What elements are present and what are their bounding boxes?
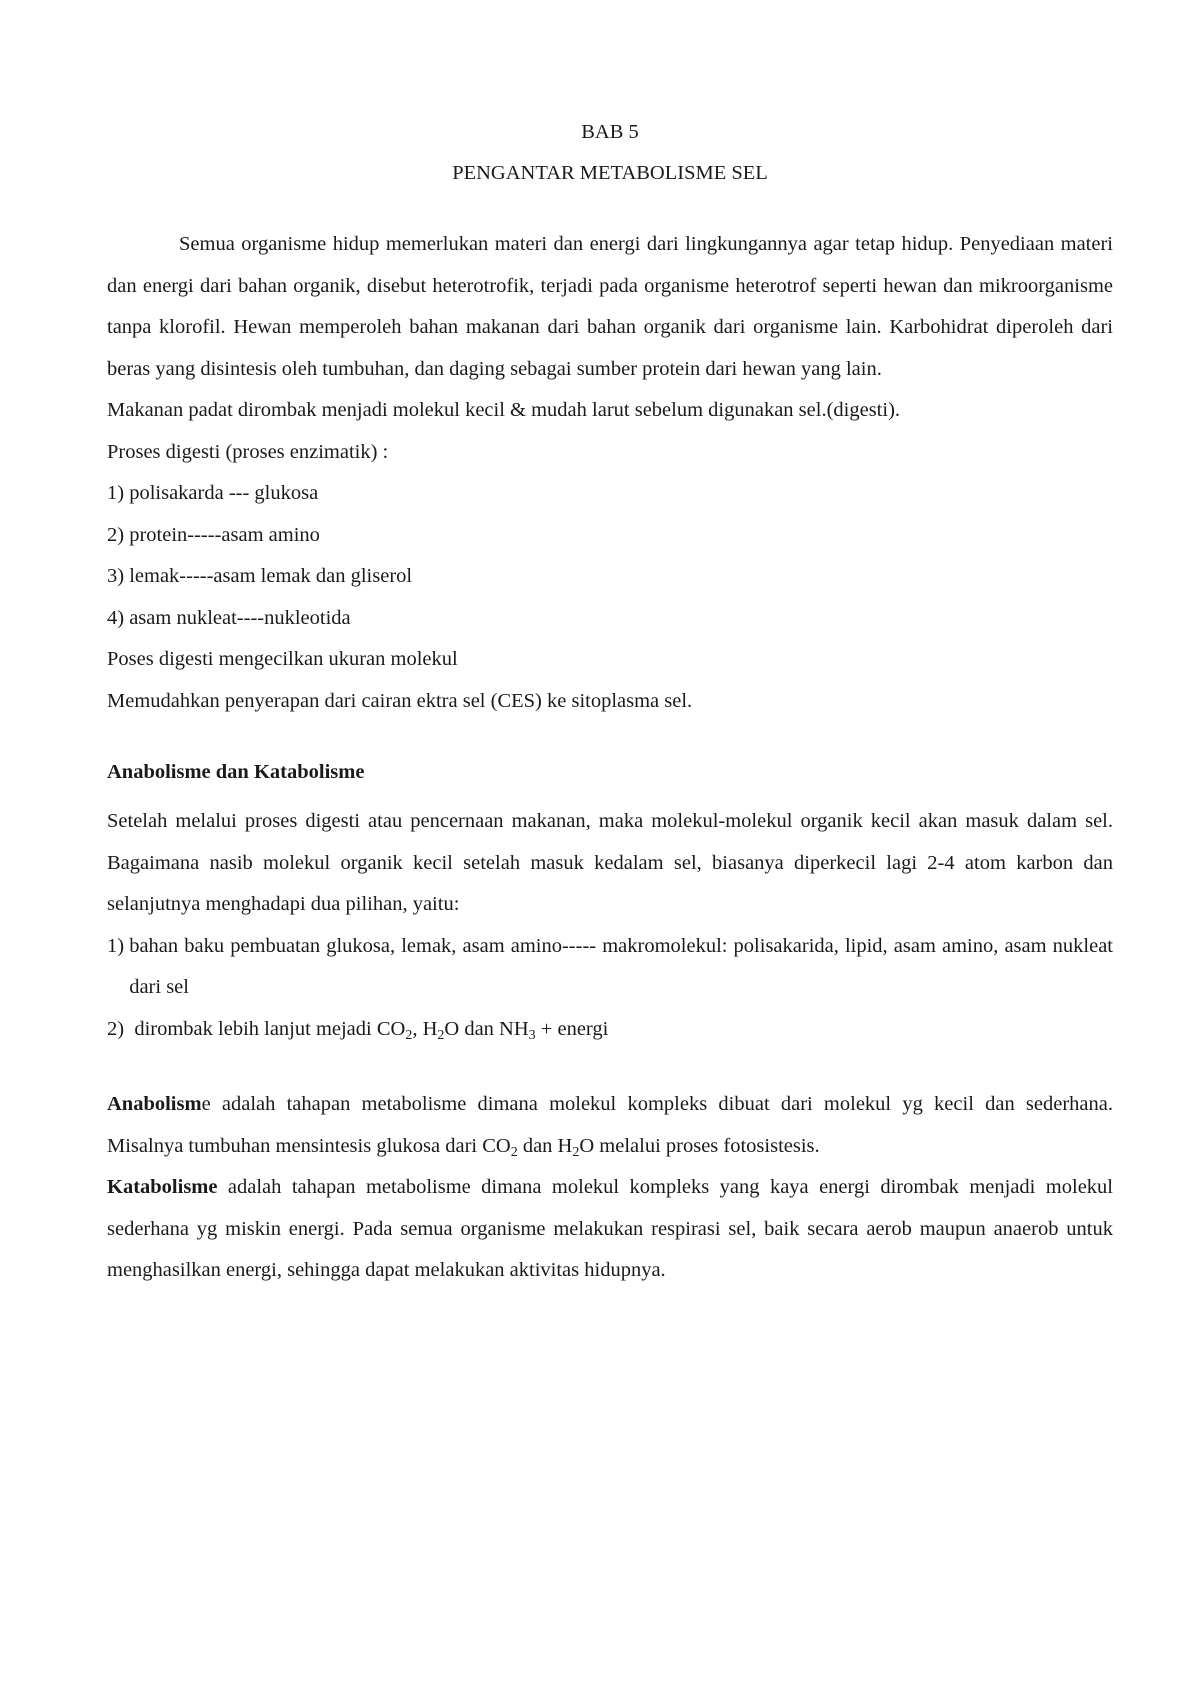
digest-sentence: Makanan padat dirombak menjadi molekul kecil & mudah larut sebelum digunakan sel.(digesti). (107, 399, 901, 421)
option-number: 2) (107, 1017, 135, 1040)
spacer (107, 793, 1113, 801)
chapter-title: PENGANTAR METABOLISME SEL (452, 162, 768, 184)
option-text: , H (412, 1017, 438, 1040)
definition-text: e adalah tahapan metabolisme dimana molekul kompleks dibuat dari molekul yg kecil dan sederhana. Misalnya tumbuhan mensintesis glukosa dari CO (107, 1093, 1113, 1157)
option-item-2 (107, 1009, 1113, 1051)
term-katabolisme: Katabolisme (107, 1176, 218, 1198)
subscript: 3 (528, 1027, 536, 1043)
definition-text: O melalui proses fotosistesis. (579, 1134, 820, 1157)
definition-text: adalah tahapan metabolisme dimana molekul kompleks yang kaya energi dirombak menjadi molekul sederhana yg miskin energi. Pada semua organisme melakukan respirasi sel, baik secara aerob maupun anaerob untuk menghasilkan energi, sehingga dapat melakukan aktivitas hidupnya. (107, 1176, 1113, 1281)
subscript: 2 (572, 1144, 580, 1160)
katabolisme-definition (107, 1167, 1113, 1292)
subscript: 2 (405, 1027, 413, 1043)
intro-paragraph: Semua organisme hidup memerlukan materi dan energi dari lingkungannya agar tetap hidup. Penyediaan materi dan energi dari bahan organik, disebut heterotrofik, terjadi pada organisme heterotrof seperti hewan dan mikroorganisme tanpa klorofil. Hewan memperoleh bahan makanan dari bahan organik dari organisme lain. Karbohidrat diperoleh dari beras yang disintesis oleh tumbuhan, dan daging sebagai sumber protein dari hewan yang lain. (107, 233, 1113, 380)
list-item: 1) polisakarda --- glukosa (107, 482, 319, 504)
document-content (107, 112, 1113, 1292)
anabolisme-definition (107, 1084, 1113, 1167)
note-line: Memudahkan penyerapan dari cairan ektra sel (CES) ke sitoplasma sel. (107, 689, 693, 712)
term-anabolisme: Anabolism (107, 1093, 202, 1115)
list-item: 4) asam nukleat----nukleotida (107, 606, 351, 629)
option-item-1 (107, 926, 1113, 1009)
chapter-label: BAB 5 (581, 121, 639, 143)
spacer (107, 1050, 1113, 1080)
section-heading: Anabolisme dan Katabolisme (107, 761, 365, 783)
section-paragraph: Setelah melalui proses digesti atau pencernaan makanan, maka molekul-molekul organik kecil akan masuk dalam sel. Bagaimana nasib molekul organik kecil setelah masuk kedalam sel, biasanya diperkecil lagi 2-4 atom karbon dan selanjutnya menghadapi dua pilihan, yaitu: (107, 810, 1113, 915)
list-item: 2) protein-----asam amino (107, 523, 320, 546)
option-text: dirombak lebih lanjut mejadi CO (134, 1017, 406, 1040)
note-line: Poses digesti mengecilkan ukuran molekul (107, 648, 458, 670)
subscript: 2 (510, 1144, 518, 1160)
option-number: 1) (107, 934, 130, 957)
process-label: Proses digesti (proses enzimatik) : (107, 440, 389, 463)
option-text: + energi (535, 1017, 609, 1040)
option-text: O dan NH (444, 1017, 529, 1040)
subscript: 2 (437, 1027, 445, 1043)
spacer (107, 194, 1113, 224)
spacer (107, 722, 1113, 752)
definition-text: dan H (517, 1134, 573, 1157)
option-text: bahan baku pembuatan glukosa, lemak, asam amino----- makromolekul: polisakarida, lipid, asam amino, asam nukleat dari sel (129, 934, 1113, 998)
list-item: 3) lemak-----asam lemak dan gliserol (107, 565, 413, 587)
